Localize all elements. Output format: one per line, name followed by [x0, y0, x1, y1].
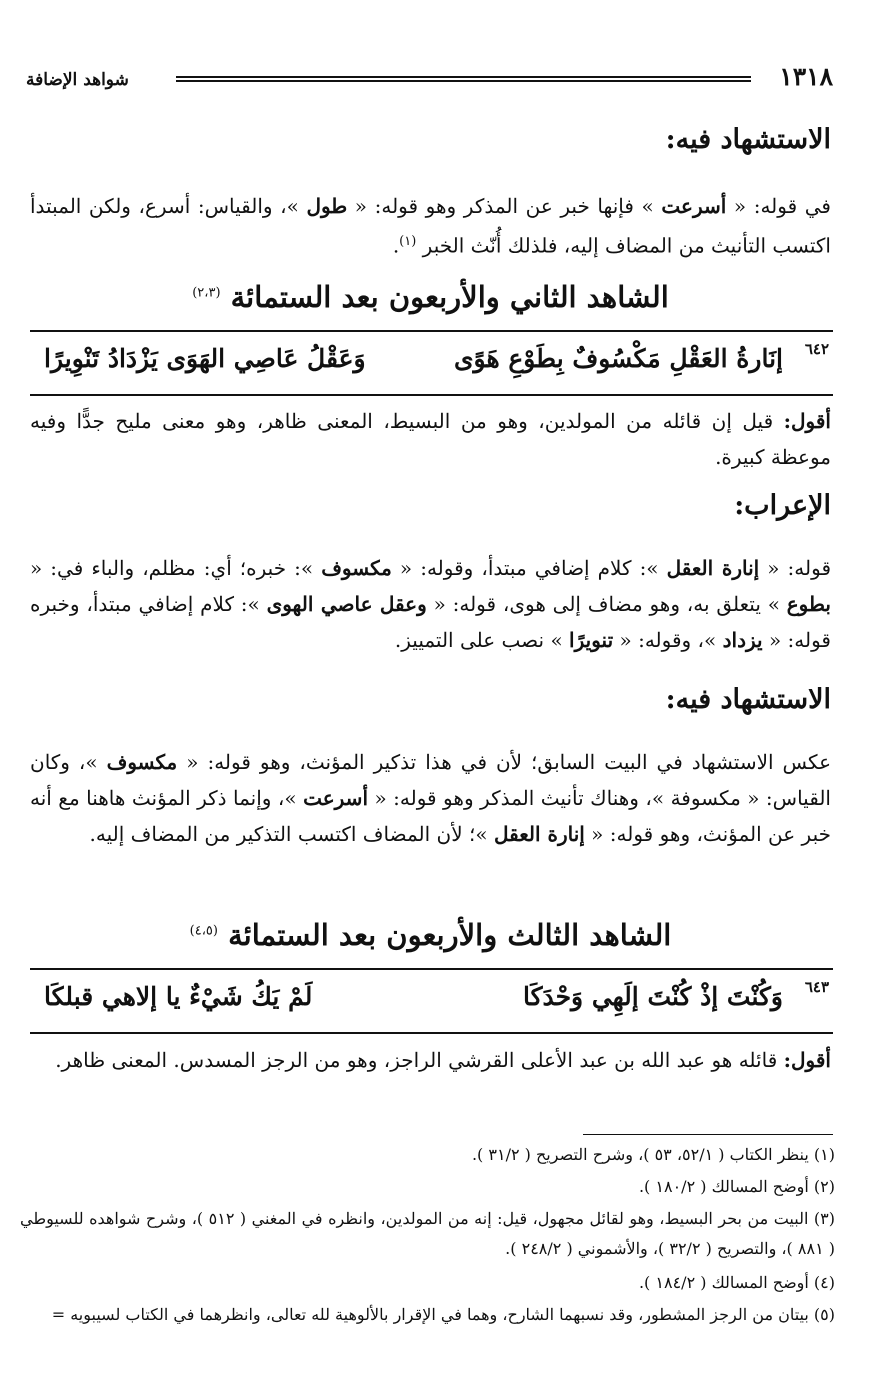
- footnote-4: (٤) أوضح المسالك ( ١٨٤/٢ ).: [638, 1273, 835, 1292]
- verse-642: [30, 330, 833, 396]
- footnote-ref: (٤،٥): [189, 923, 218, 939]
- istishhad-paragraph-1: في قوله: « أسرعت » فإنها خبر عن المذكر وهو قوله: « طول »، والقياس: أسرع، ولكن المبتدأ اكتسب التأنيث من المضاف إليه، فلذلك أُنّث الخبر $^{(١)}$.: [30, 194, 831, 258]
- running-title: شواهد الإضافة: [26, 70, 129, 90]
- page-number: ١٣١٨: [779, 62, 833, 91]
- footnote-1: (١) ينظر الكتاب ( ٥٢/١، ٥٣ )، وشرح التصريح ( ٣١/٢ ).: [471, 1145, 835, 1164]
- footnote-5: (٥) بيتان من الرجز المشطور، وقد نسبهما الشارح، وهما في الإقرار بالألوهية لله تعالى، وانظرهما في الكتاب لسيبويه =: [51, 1305, 835, 1324]
- footnote-ref: (٢،٣): [192, 285, 221, 301]
- footnote-ref: (١): [399, 234, 417, 249]
- header-double-rule: [176, 76, 751, 82]
- verse-hemistich-second: لَمْ يَكُ شَيْءٌ يا إلاهي قبلكَا: [44, 982, 313, 1011]
- verse-hemistich-second: وَعَقْلُ عَاصِي الهَوَى يَزْدَادُ تَنْوِيرًا: [44, 344, 366, 373]
- shahid-643-title: الشاهد الثالث والأربعون بعد الستمائة $^{(٤،٥)}$: [189, 918, 672, 952]
- istishhad-paragraph-2: عكس الاستشهاد في البيت السابق؛ لأن في هذا تذكير المؤنث، وهو قوله: « مكسوف »، وكان القياس: « مكسوفة »، وهناك تأنيث المذكر وهو قوله: « أسرعت »، وإنما ذكر المؤنث هاهنا مع أنه خبر عن المؤنث، وهو قوله: « إنارة العقل »؛ لأن المضاف اكتسب التذكير من المضاف إليه.: [30, 750, 831, 846]
- aqul-paragraph-642: أقول: قيل إن قائله من المولدين، وهو من البسيط، المعنى ظاهر، وهو معنى مليح جدًّا وفيه موعظة كبيرة.: [30, 409, 831, 469]
- verse-number: ٦٤٣: [804, 978, 829, 996]
- heading-istishhad-1: الاستشهاد فيه:: [665, 124, 831, 155]
- heading-irab: الإعراب:: [734, 490, 831, 521]
- heading-istishhad-2: الاستشهاد فيه:: [665, 684, 831, 715]
- footnote-2: (٢) أوضح المسالك ( ١٨٠/٢ ).: [638, 1177, 835, 1196]
- irab-paragraph: قوله: « إنارة العقل »: كلام إضافي مبتدأ، وقوله: « مكسوف »: خبره؛ أي: مظلم، والباء في: « بطوع » يتعلق به، وهو مضاف إلى هوى، قوله: « وعقل عاصي الهوى »: كلام إضافي مبتدأ، وخبره قوله: « يزداد »، وقوله: « تنويرًا » نصب على التمييز.: [30, 556, 832, 652]
- footnote-separator: [583, 1134, 833, 1135]
- verse-643: [30, 968, 833, 1034]
- shahid-642-title: الشاهد الثاني والأربعون بعد الستمائة $^{(٢،٣)}$: [192, 280, 669, 314]
- verse-hemistich-first: إنَارةُ العَقْلِ مَكْسُوفٌ بِطَوْعِ هَوًى: [453, 344, 783, 373]
- running-header: [26, 62, 833, 96]
- verse-number: ٦٤٢: [804, 340, 829, 358]
- footnote-3: (٣) البيت من بحر البسيط، وهو لقائل مجهول، قيل: إنه من المولدين، وانظره في المغني ( ٥١٢ )، وشرح شواهده للسيوطي ( ٨٨١ )، والتصريح ( ٣٢/٢ )، والأشموني ( ٢٤٨/٢ ).: [20, 1209, 835, 1258]
- aqul-paragraph-643: أقول: قائله هو عبد الله بن عبد الأعلى القرشي الراجز، وهو من الرجز المسدس. المعنى ظاهر.: [55, 1048, 831, 1072]
- verse-hemistich-first: وَكُنْتَ إذْ كُنْتَ إلَهِي وَحْدَكَا: [522, 982, 783, 1011]
